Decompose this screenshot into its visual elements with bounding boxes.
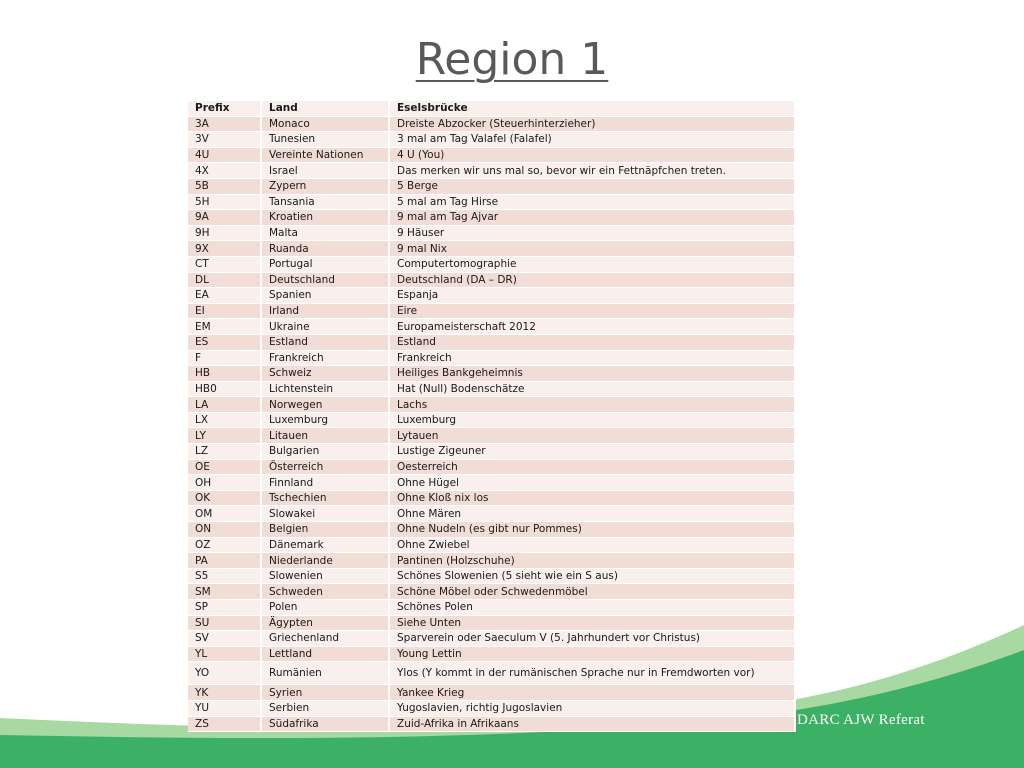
cell-land: Tunesien xyxy=(261,132,389,148)
cell-prefix: SU xyxy=(188,615,261,631)
cell-eselsbruecke: Europameisterschaft 2012 xyxy=(389,319,795,335)
cell-prefix: YK xyxy=(188,685,261,701)
table-row xyxy=(188,178,795,194)
cell-prefix: ES xyxy=(188,334,261,350)
cell-prefix: EA xyxy=(188,288,261,304)
table-row xyxy=(188,646,795,662)
cell-eselsbruecke: Heiliges Bankgeheimnis xyxy=(389,366,795,382)
cell-land: Luxemburg xyxy=(261,412,389,428)
slide-title xyxy=(0,34,1024,85)
cell-land: Schweiz xyxy=(261,366,389,382)
table-row xyxy=(188,163,795,179)
cell-eselsbruecke: Young Lettin xyxy=(389,646,795,662)
cell-land: Portugal xyxy=(261,256,389,272)
cell-eselsbruecke: 4 U (You) xyxy=(389,147,795,163)
cell-prefix: HB xyxy=(188,366,261,382)
cell-eselsbruecke: 3 mal am Tag Valafel (Falafel) xyxy=(389,132,795,148)
cell-land: Tschechien xyxy=(261,490,389,506)
cell-land: Ägypten xyxy=(261,615,389,631)
cell-prefix: OE xyxy=(188,459,261,475)
cell-eselsbruecke: Yankee Krieg xyxy=(389,685,795,701)
table-row xyxy=(188,459,795,475)
table-row xyxy=(188,553,795,569)
cell-prefix: F xyxy=(188,350,261,366)
cell-eselsbruecke: Lustige Zigeuner xyxy=(389,444,795,460)
cell-prefix: 3A xyxy=(188,116,261,132)
cell-prefix: 9A xyxy=(188,210,261,226)
cell-land: Monaco xyxy=(261,116,389,132)
cell-eselsbruecke: Sparverein oder Saeculum V (5. Jahrhundert vor Christus) xyxy=(389,631,795,647)
cell-land: Lichtenstein xyxy=(261,381,389,397)
cell-prefix: SM xyxy=(188,584,261,600)
table-row xyxy=(188,256,795,272)
cell-prefix: 4U xyxy=(188,147,261,163)
cell-prefix: 9H xyxy=(188,225,261,241)
cell-land: Schweden xyxy=(261,584,389,600)
table-row xyxy=(188,522,795,538)
cell-land: Serbien xyxy=(261,700,389,716)
cell-land: Spanien xyxy=(261,288,389,304)
cell-prefix: 5B xyxy=(188,178,261,194)
cell-eselsbruecke: Oesterreich xyxy=(389,459,795,475)
footer-text: DARC AJW Referat xyxy=(797,712,925,728)
cell-land: Zypern xyxy=(261,178,389,194)
table-row xyxy=(188,428,795,444)
table-row xyxy=(188,397,795,413)
cell-prefix: HB0 xyxy=(188,381,261,397)
cell-prefix: YO xyxy=(188,662,261,685)
table-row xyxy=(188,490,795,506)
cell-prefix: LX xyxy=(188,412,261,428)
cell-land: Griechenland xyxy=(261,631,389,647)
table-row xyxy=(188,366,795,382)
cell-land: Polen xyxy=(261,600,389,616)
table-row xyxy=(188,381,795,397)
cell-prefix: YL xyxy=(188,646,261,662)
cell-land: Südafrika xyxy=(261,716,389,732)
cell-prefix: YU xyxy=(188,700,261,716)
cell-eselsbruecke: Frankreich xyxy=(389,350,795,366)
cell-eselsbruecke: Yugoslavien, richtig Jugoslavien xyxy=(389,700,795,716)
cell-land: Frankreich xyxy=(261,350,389,366)
table-row xyxy=(188,319,795,335)
table-row xyxy=(188,412,795,428)
region-table xyxy=(188,101,795,732)
cell-eselsbruecke: Zuid-Afrika in Afrikaans xyxy=(389,716,795,732)
cell-land: Vereinte Nationen xyxy=(261,147,389,163)
cell-prefix: SP xyxy=(188,600,261,616)
cell-prefix: EI xyxy=(188,303,261,319)
table-row xyxy=(188,272,795,288)
cell-prefix: DL xyxy=(188,272,261,288)
cell-eselsbruecke: Ohne Mären xyxy=(389,506,795,522)
cell-eselsbruecke: 5 mal am Tag Hirse xyxy=(389,194,795,210)
table-row xyxy=(188,506,795,522)
cell-eselsbruecke: Ohne Kloß nix los xyxy=(389,490,795,506)
table-row xyxy=(188,631,795,647)
cell-eselsbruecke: Lachs xyxy=(389,397,795,413)
cell-prefix: S5 xyxy=(188,568,261,584)
cell-eselsbruecke: Ohne Nudeln (es gibt nur Pommes) xyxy=(389,522,795,538)
cell-land: Tansania xyxy=(261,194,389,210)
cell-eselsbruecke: Schönes Polen xyxy=(389,600,795,616)
cell-prefix: EM xyxy=(188,319,261,335)
table-row xyxy=(188,615,795,631)
table-row xyxy=(188,210,795,226)
table-row xyxy=(188,116,795,132)
cell-prefix: LY xyxy=(188,428,261,444)
cell-land: Ukraine xyxy=(261,319,389,335)
cell-land: Estland xyxy=(261,334,389,350)
cell-land: Norwegen xyxy=(261,397,389,413)
cell-land: Ruanda xyxy=(261,241,389,257)
cell-land: Slowenien xyxy=(261,568,389,584)
cell-land: Österreich xyxy=(261,459,389,475)
cell-land: Belgien xyxy=(261,522,389,538)
table-row xyxy=(188,241,795,257)
cell-land: Lettland xyxy=(261,646,389,662)
cell-prefix: 4X xyxy=(188,163,261,179)
cell-eselsbruecke: Computertomographie xyxy=(389,256,795,272)
table-row xyxy=(188,537,795,553)
cell-prefix: 3V xyxy=(188,132,261,148)
table-row xyxy=(188,475,795,491)
table-row xyxy=(188,444,795,460)
cell-eselsbruecke: 9 mal am Tag Ajvar xyxy=(389,210,795,226)
cell-land: Syrien xyxy=(261,685,389,701)
cell-eselsbruecke: Estland xyxy=(389,334,795,350)
cell-land: Litauen xyxy=(261,428,389,444)
cell-eselsbruecke: Deutschland (DA – DR) xyxy=(389,272,795,288)
cell-eselsbruecke: Ohne Hügel xyxy=(389,475,795,491)
cell-eselsbruecke: 9 mal Nix xyxy=(389,241,795,257)
cell-land: Malta xyxy=(261,225,389,241)
header-land: Land xyxy=(261,101,389,116)
cell-prefix: ON xyxy=(188,522,261,538)
cell-prefix: OH xyxy=(188,475,261,491)
cell-eselsbruecke: Schönes Slowenien (5 sieht wie ein S aus) xyxy=(389,568,795,584)
cell-land: Finnland xyxy=(261,475,389,491)
cell-eselsbruecke: Schöne Möbel oder Schwedenmöbel xyxy=(389,584,795,600)
cell-eselsbruecke: Das merken wir uns mal so, bevor wir ein Fettnäpfchen treten. xyxy=(389,163,795,179)
header-eselsbruecke: Eselsbrücke xyxy=(389,101,795,116)
cell-prefix: LZ xyxy=(188,444,261,460)
cell-eselsbruecke: Eire xyxy=(389,303,795,319)
cell-eselsbruecke: Luxemburg xyxy=(389,412,795,428)
table-row xyxy=(188,716,795,732)
cell-land: Dänemark xyxy=(261,537,389,553)
cell-land: Israel xyxy=(261,163,389,179)
table-row xyxy=(188,225,795,241)
cell-eselsbruecke: Ohne Zwiebel xyxy=(389,537,795,553)
region-table-body xyxy=(188,101,795,732)
table-row xyxy=(188,600,795,616)
cell-land: Kroatien xyxy=(261,210,389,226)
cell-prefix: SV xyxy=(188,631,261,647)
header-prefix: Prefix xyxy=(188,101,261,116)
table-row xyxy=(188,685,795,701)
cell-prefix: 5H xyxy=(188,194,261,210)
cell-eselsbruecke: Lytauen xyxy=(389,428,795,444)
cell-land: Slowakei xyxy=(261,506,389,522)
cell-land: Bulgarien xyxy=(261,444,389,460)
table-header-row xyxy=(188,101,795,116)
cell-land: Deutschland xyxy=(261,272,389,288)
table-row xyxy=(188,147,795,163)
slide-title-text: Region 1 xyxy=(415,34,609,85)
cell-eselsbruecke: Pantinen (Holzschuhe) xyxy=(389,553,795,569)
table-row xyxy=(188,700,795,716)
cell-prefix: 9X xyxy=(188,241,261,257)
cell-prefix: OZ xyxy=(188,537,261,553)
cell-prefix: CT xyxy=(188,256,261,272)
cell-eselsbruecke: Ylos (Y kommt in der rumänischen Sprache nur in Fremdworten vor) xyxy=(389,662,795,685)
table-row xyxy=(188,288,795,304)
cell-land: Irland xyxy=(261,303,389,319)
cell-eselsbruecke: 9 Häuser xyxy=(389,225,795,241)
cell-prefix: OK xyxy=(188,490,261,506)
table-row xyxy=(188,334,795,350)
cell-prefix: PA xyxy=(188,553,261,569)
cell-eselsbruecke: 5 Berge xyxy=(389,178,795,194)
table-row xyxy=(188,303,795,319)
cell-land: Niederlande xyxy=(261,553,389,569)
cell-prefix: ZS xyxy=(188,716,261,732)
table-row xyxy=(188,568,795,584)
table-row xyxy=(188,584,795,600)
table-row xyxy=(188,132,795,148)
cell-eselsbruecke: Siehe Unten xyxy=(389,615,795,631)
cell-eselsbruecke: Dreiste Abzocker (Steuerhinterzieher) xyxy=(389,116,795,132)
cell-eselsbruecke: Hat (Null) Bodenschätze xyxy=(389,381,795,397)
cell-eselsbruecke: Espanja xyxy=(389,288,795,304)
cell-land: Rumänien xyxy=(261,662,389,685)
cell-prefix: OM xyxy=(188,506,261,522)
table-row xyxy=(188,194,795,210)
table-row xyxy=(188,662,795,685)
table-row xyxy=(188,350,795,366)
cell-prefix: LA xyxy=(188,397,261,413)
